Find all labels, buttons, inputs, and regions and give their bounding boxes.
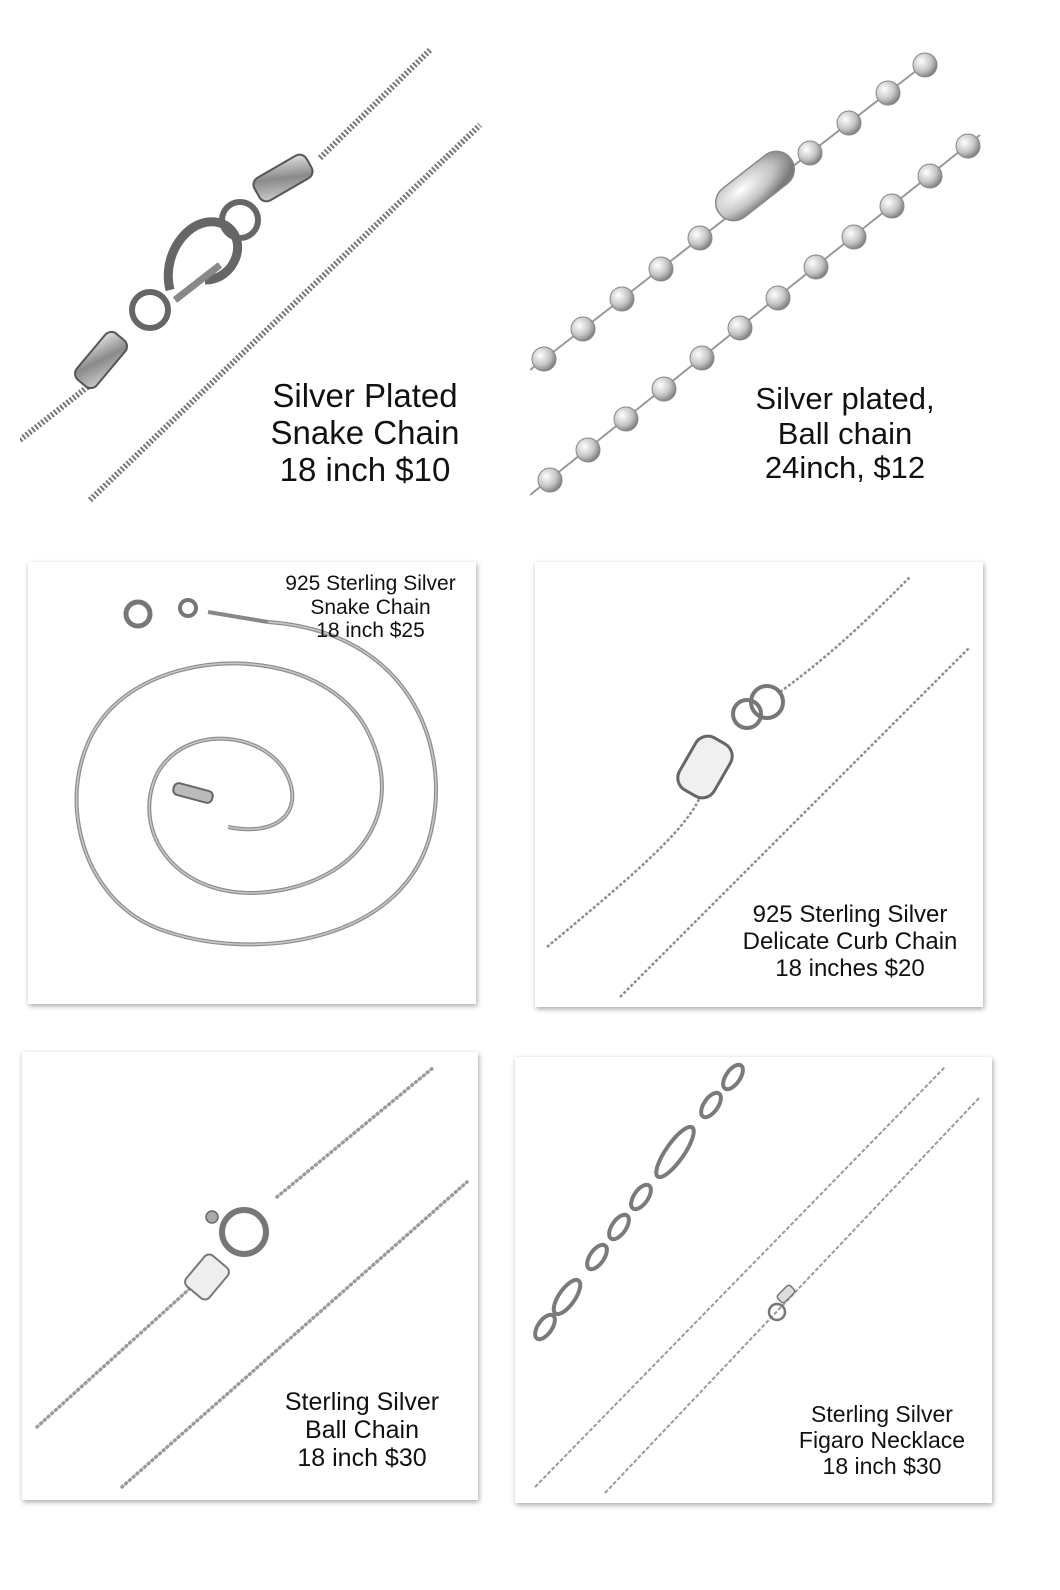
product-caption bbox=[257, 1388, 467, 1472]
caption-line-3: 18 inch $30 bbox=[822, 1452, 942, 1479]
product-caption bbox=[255, 378, 475, 489]
product-tile-sterling-snake-chain bbox=[28, 562, 476, 1004]
caption-line-2: Ball chain bbox=[777, 415, 913, 451]
product-tile-sterling-figaro bbox=[515, 1057, 992, 1503]
caption-line-3: 18 inch $10 bbox=[279, 450, 451, 488]
caption-line-3: 18 inch $30 bbox=[297, 1444, 427, 1472]
caption-line-1: Sterling Silver bbox=[284, 1388, 440, 1416]
caption-line-2: Ball Chain bbox=[305, 1416, 419, 1444]
product-tile-sterling-ball-chain bbox=[22, 1052, 478, 1500]
caption-line-2: Delicate Curb Chain bbox=[742, 927, 958, 955]
caption-line-1: 925 Sterling Silver bbox=[285, 572, 456, 595]
caption-line-1: Silver Plated bbox=[272, 377, 458, 414]
product-caption bbox=[720, 382, 970, 486]
product-caption bbox=[730, 902, 970, 983]
product-tile-sterling-curb-chain bbox=[535, 562, 983, 1007]
product-caption bbox=[268, 572, 473, 643]
product-tile-snake-chain-plated bbox=[20, 40, 490, 505]
caption-line-1: Silver plated, bbox=[755, 381, 935, 416]
caption-line-3: 24inch, $12 bbox=[764, 450, 926, 486]
caption-line-2: Figaro Necklace bbox=[798, 1426, 966, 1453]
caption-line-3: 18 inches $20 bbox=[775, 954, 925, 982]
caption-line-2: Snake Chain bbox=[310, 595, 431, 619]
caption-line-1: 925 Sterling Silver bbox=[752, 901, 948, 928]
product-tile-ball-chain-plated bbox=[530, 40, 985, 500]
caption-line-2: Snake Chain bbox=[270, 413, 460, 451]
product-caption bbox=[777, 1402, 987, 1479]
caption-line-3: 18 inch $25 bbox=[316, 619, 425, 643]
caption-line-1: Sterling Silver bbox=[811, 1401, 953, 1427]
